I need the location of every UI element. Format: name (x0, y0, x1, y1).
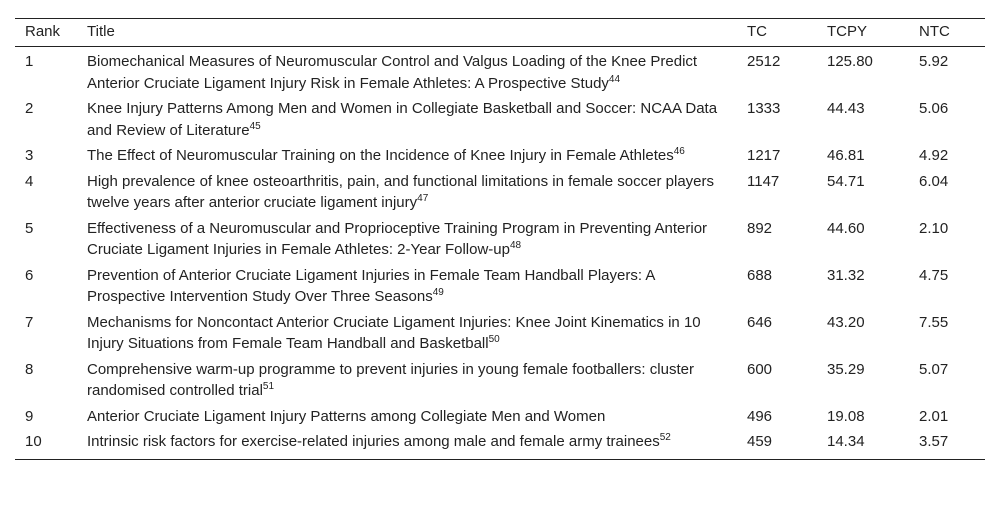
cell-rank: 9 (25, 407, 34, 425)
cell-rank: 2 (25, 100, 34, 117)
table-row (15, 216, 985, 263)
cell-ntc: 2.01 (919, 407, 949, 425)
cell-rank: 6 (25, 266, 34, 284)
cell-tcpy: 46.81 (827, 147, 865, 164)
reference-number: 49 (432, 287, 444, 298)
table-row (15, 263, 985, 310)
cell-ntc: 5.07 (919, 360, 949, 378)
cell-title (77, 96, 737, 143)
reference-number: 44 (608, 73, 621, 85)
cell-tc: 600 (747, 360, 773, 378)
table-row (15, 96, 985, 143)
cell-ntc: 5.92 (919, 53, 949, 70)
cell-rank: 7 (25, 313, 34, 331)
cell-tcpy: 14.34 (817, 429, 909, 459)
cell-title (77, 404, 737, 430)
cell-title (77, 143, 737, 169)
header-title: Title (77, 19, 737, 47)
cell-tcpy: 31.32 (827, 266, 865, 284)
article-title: Intrinsic risk factors for exercise-related injuries among male and female army trainees (87, 433, 660, 450)
cell-title (77, 216, 737, 263)
cell-rank: 5 (25, 219, 34, 237)
cell-tcpy: 43.20 (827, 313, 865, 331)
cell-title (77, 169, 737, 216)
cell-tcpy: 44.60 (827, 219, 865, 237)
article-title: The Effect of Neuromuscular Training on the Incidence of Knee Injury in Female Athletes (87, 147, 674, 164)
header-ntc: NTC (909, 19, 985, 47)
reference-number: 51 (262, 381, 275, 392)
cell-rank: 8 (25, 360, 34, 378)
table-row (15, 404, 985, 430)
citation-table-container (15, 18, 985, 460)
reference-number: 52 (659, 432, 671, 443)
table-body (15, 47, 985, 460)
citation-table (15, 18, 985, 460)
table-row (15, 310, 985, 357)
cell-tc: 892 (747, 219, 773, 237)
cell-ntc: 6.04 (919, 172, 949, 190)
cell-tc: 1333 (747, 100, 781, 117)
cell-tcpy: 54.71 (827, 172, 865, 190)
cell-tc: 1147 (747, 172, 780, 190)
article-title: Effectiveness of a Neuromuscular and Proprioceptive Training Program in Preventing Anterior Cruciate Ligament Injuries in Female Athletes: 2-Year Follow-up (87, 219, 708, 258)
header-rank: Rank (15, 19, 77, 47)
article-title: Prevention of Anterior Cruciate Ligament Injuries in Female Team Handball Players: A Prospective Intervention Study Over Three Seasons (87, 266, 655, 305)
cell-title (77, 263, 737, 310)
cell-rank: 3 (25, 147, 34, 164)
cell-rank: 4 (25, 172, 34, 190)
table-row (15, 169, 985, 216)
article-title: Anterior Cruciate Ligament Injury Patterns among Collegiate Men and Women (87, 407, 606, 425)
article-title: High prevalence of knee osteoarthritis, pain, and functional limitations in female soccer players twelve years after anterior cruciate ligament injury (87, 172, 714, 211)
cell-tcpy: 44.43 (827, 100, 865, 117)
article-title: Comprehensive warm-up programme to prevent injuries in young female footballers: cluster randomised controlled trial (87, 360, 694, 399)
reference-number: 48 (510, 240, 522, 251)
article-title: Biomechanical Measures of Neuromuscular Control and Valgus Loading of the Knee Predict Anterior Cruciate Ligament Injury Risk in Female Athletes: A Prospective Study (87, 53, 698, 92)
cell-rank: 1 (25, 53, 34, 70)
cell-title (77, 310, 737, 357)
cell-title (77, 429, 737, 459)
cell-tc: 459 (737, 429, 817, 459)
table-row (15, 357, 985, 404)
cell-tcpy: 35.29 (827, 360, 865, 378)
reference-number: 50 (488, 334, 500, 345)
cell-ntc: 7.55 (919, 313, 949, 331)
cell-title (77, 47, 737, 97)
header-row (15, 19, 985, 47)
cell-tc: 688 (747, 266, 773, 284)
table-row (15, 143, 985, 169)
header-tcpy: TCPY (817, 19, 909, 47)
cell-tc: 646 (747, 313, 773, 331)
header-tc: TC (737, 19, 817, 47)
cell-ntc: 2.10 (919, 219, 949, 237)
cell-ntc: 4.75 (919, 266, 949, 284)
cell-tc: 496 (747, 407, 773, 425)
reference-number: 46 (673, 146, 685, 157)
article-title: Mechanisms for Noncontact Anterior Cruciate Ligament Injuries: Knee Joint Kinematics in 10 Injury Situations from Female Team Handball and Basketball (87, 313, 701, 352)
cell-ntc: 4.92 (919, 147, 949, 164)
table-header (15, 19, 985, 47)
cell-ntc: 3.57 (909, 429, 985, 459)
cell-title (77, 357, 737, 404)
cell-ntc: 5.06 (919, 100, 949, 117)
table-row (15, 429, 985, 459)
cell-tc: 1217 (747, 147, 781, 164)
reference-number: 45 (249, 120, 261, 132)
reference-number: 47 (417, 193, 429, 204)
table-row (15, 47, 985, 97)
article-title: Knee Injury Patterns Among Men and Women in Collegiate Basketball and Soccer: NCAA Data and Review of Literature (87, 100, 718, 139)
cell-tc: 2512 (747, 53, 781, 70)
cell-tcpy: 125.80 (827, 53, 873, 70)
cell-rank: 10 (15, 429, 77, 459)
cell-tcpy: 19.08 (827, 407, 865, 425)
